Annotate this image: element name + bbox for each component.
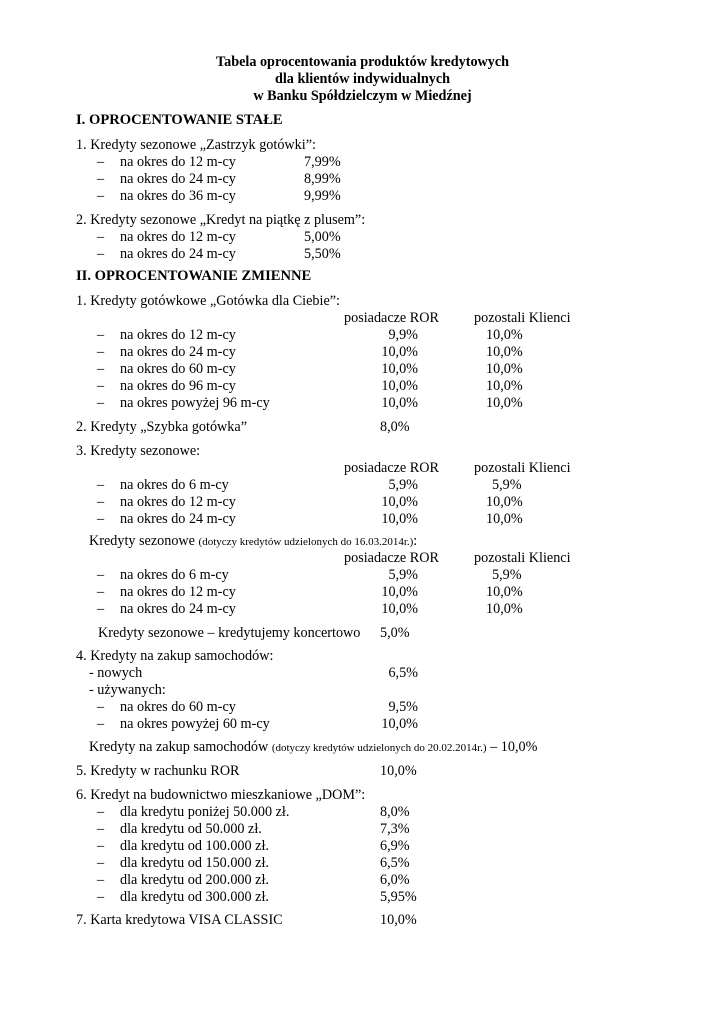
- dash: –: [97, 361, 105, 377]
- dash: –: [97, 855, 105, 871]
- dash: –: [97, 699, 105, 715]
- row-ror-value: 10,0%: [381, 378, 418, 394]
- row-ror-value: 9,9%: [388, 327, 418, 343]
- row-label: na okres do 60 m-cy: [120, 361, 236, 377]
- dash: –: [97, 171, 105, 187]
- dash: –: [97, 494, 105, 510]
- row-label: na okres do 6 m-cy: [120, 567, 229, 583]
- title-line-1: Tabela oprocentowania produktów kredytowych: [215, 54, 510, 70]
- row-value: 6,5%: [380, 855, 410, 871]
- column-header-ror: posiadacze ROR: [344, 550, 439, 566]
- row-value: 6,0%: [380, 872, 410, 888]
- row-value: 9,5%: [388, 699, 418, 715]
- dash: –: [97, 395, 105, 411]
- row-label: dla kredytu od 50.000 zł.: [120, 821, 262, 837]
- column-header-other: pozostali Klienci: [474, 550, 571, 566]
- row-other-value: 10,0%: [486, 344, 523, 360]
- row-other-value: 10,0%: [486, 494, 523, 510]
- row-other-value: 5,9%: [492, 567, 522, 583]
- row-value: 5,00%: [304, 229, 341, 245]
- row-label: - używanych:: [89, 682, 166, 698]
- row-label: na okres do 60 m-cy: [120, 699, 236, 715]
- dash: –: [97, 327, 105, 343]
- dash: –: [97, 229, 105, 245]
- row-label: na okres do 12 m-cy: [120, 229, 236, 245]
- row-value: 8,0%: [380, 804, 410, 820]
- row-label: dla kredytu od 300.000 zł.: [120, 889, 269, 905]
- row-other-value: 10,0%: [486, 601, 523, 617]
- row-other-value: 10,0%: [486, 395, 523, 411]
- row-label: na okres do 6 m-cy: [120, 477, 229, 493]
- row-label: na okres powyżej 96 m-cy: [120, 395, 270, 411]
- row-ror-value: 10,0%: [381, 584, 418, 600]
- row-other-value: 10,0%: [486, 511, 523, 527]
- row-label: na okres powyżej 60 m-cy: [120, 716, 270, 732]
- section-heading: I. OPROCENTOWANIE STAŁE: [76, 112, 283, 128]
- item-title: 6. Kredyt na budownictwo mieszkaniowe „DOM”:: [76, 787, 366, 803]
- row-value: 8,99%: [304, 171, 341, 187]
- car-loan-note: [89, 739, 537, 757]
- dash: –: [97, 567, 105, 583]
- dash: –: [97, 889, 105, 905]
- item-title: 3. Kredyty sezonowe:: [76, 443, 201, 459]
- sub-title: [89, 533, 417, 551]
- car-loan-note-title: Kredyty na zakup samochodów: [89, 739, 269, 755]
- item-title: 2. Kredyty sezonowe „Kredyt na piątkę z plusem”:: [76, 212, 366, 228]
- item-title: 1. Kredyty sezonowe „Zastrzyk gotówki”:: [76, 137, 316, 153]
- car-loan-note-small: (dotyczy kredytów udzielonych do 20.02.2014r.): [271, 742, 487, 754]
- row-label: na okres do 24 m-cy: [120, 511, 236, 527]
- row-value: 10,0%: [380, 912, 417, 928]
- item-title: 1. Kredyty gotówkowe „Gotówka dla Ciebie”:: [76, 293, 340, 309]
- row-other-value: 10,0%: [486, 361, 523, 377]
- dash: –: [97, 511, 105, 527]
- row-label: na okres do 96 m-cy: [120, 378, 236, 394]
- concert-label: Kredyty sezonowe – kredytujemy koncertowo: [98, 625, 361, 641]
- dash: –: [97, 872, 105, 888]
- row-label: na okres do 24 m-cy: [120, 246, 236, 262]
- row-label: na okres do 12 m-cy: [120, 327, 236, 343]
- document-title: [0, 54, 725, 105]
- row-label: na okres do 12 m-cy: [120, 494, 236, 510]
- dash: –: [97, 804, 105, 820]
- dash: –: [97, 154, 105, 170]
- car-loan-note-value: – 10,0%: [490, 739, 538, 755]
- row-value: 7,99%: [304, 154, 341, 170]
- row-ror-value: 10,0%: [381, 601, 418, 617]
- row-label: na okres do 24 m-cy: [120, 601, 236, 617]
- sub-title-note: (dotyczy kredytów udzielonych do 16.03.2014r.): [198, 536, 414, 548]
- row-label: na okres do 12 m-cy: [120, 584, 236, 600]
- row-value: 9,99%: [304, 188, 341, 204]
- column-header-other: pozostali Klienci: [474, 310, 571, 326]
- row-ror-value: 10,0%: [381, 494, 418, 510]
- item-title: 7. Karta kredytowa VISA CLASSIC: [76, 912, 283, 928]
- column-header-ror: posiadacze ROR: [344, 460, 439, 476]
- row-ror-value: 5,9%: [388, 567, 418, 583]
- row-value: 5,95%: [380, 889, 417, 905]
- row-label: dla kredytu od 200.000 zł.: [120, 872, 269, 888]
- row-value: 10,0%: [380, 763, 417, 779]
- row-ror-value: 10,0%: [381, 361, 418, 377]
- concert-value: 5,0%: [380, 625, 410, 641]
- item-title: 4. Kredyty na zakup samochodów:: [76, 648, 274, 664]
- row-label: dla kredytu od 150.000 zł.: [120, 855, 269, 871]
- row-ror-value: 10,0%: [381, 344, 418, 360]
- column-header-other: pozostali Klienci: [474, 460, 571, 476]
- dash: –: [97, 188, 105, 204]
- row-value: 8,0%: [380, 419, 410, 435]
- dash: –: [97, 601, 105, 617]
- row-value: 6,5%: [388, 665, 418, 681]
- row-label: na okres do 24 m-cy: [120, 171, 236, 187]
- row-other-value: 10,0%: [486, 584, 523, 600]
- sub-title-text: Kredyty sezonowe: [89, 533, 195, 549]
- row-label: na okres do 24 m-cy: [120, 344, 236, 360]
- dash: –: [97, 716, 105, 732]
- column-header-ror: posiadacze ROR: [344, 310, 439, 326]
- item-title: 5. Kredyty w rachunku ROR: [76, 763, 240, 779]
- title-line-3: w Banku Spółdzielczym w Miedźnej: [253, 88, 472, 104]
- section-heading: II. OPROCENTOWANIE ZMIENNE: [76, 268, 312, 284]
- row-label: dla kredytu poniżej 50.000 zł.: [120, 804, 290, 820]
- sub-title-colon: :: [413, 533, 418, 549]
- item-title: 2. Kredyty „Szybka gotówka”: [76, 419, 247, 435]
- dash: –: [97, 344, 105, 360]
- row-label: - nowych: [89, 665, 143, 681]
- row-value: 5,50%: [304, 246, 341, 262]
- title-line-2: dla klientów indywidualnych: [274, 71, 451, 87]
- row-label: na okres do 36 m-cy: [120, 188, 236, 204]
- row-other-value: 10,0%: [486, 378, 523, 394]
- dash: –: [97, 246, 105, 262]
- dash: –: [97, 821, 105, 837]
- row-other-value: 10,0%: [486, 327, 523, 343]
- row-value: 6,9%: [380, 838, 410, 854]
- row-value: 7,3%: [380, 821, 410, 837]
- dash: –: [97, 584, 105, 600]
- dash: –: [97, 477, 105, 493]
- row-label: dla kredytu od 100.000 zł.: [120, 838, 269, 854]
- dash: –: [97, 378, 105, 394]
- row-ror-value: 10,0%: [381, 511, 418, 527]
- row-ror-value: 5,9%: [388, 477, 418, 493]
- row-other-value: 5,9%: [492, 477, 522, 493]
- dash: –: [97, 838, 105, 854]
- row-label: na okres do 12 m-cy: [120, 154, 236, 170]
- row-value: 10,0%: [381, 716, 418, 732]
- row-ror-value: 10,0%: [381, 395, 418, 411]
